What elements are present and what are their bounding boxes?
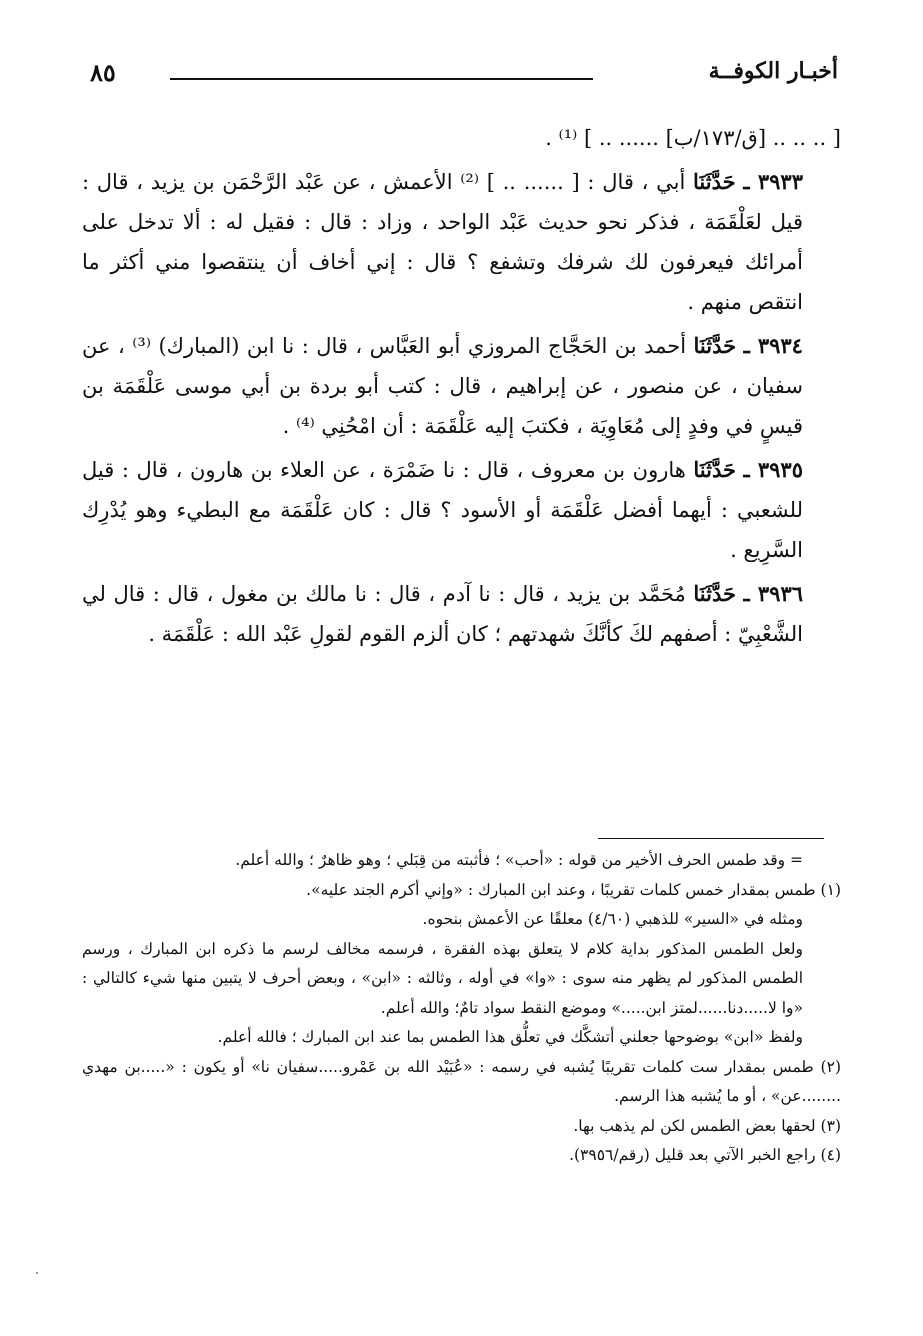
footnote-1-note: ومثله في «السير» للذهبي (٤/٦٠) معلقًا عن الأعمش بنحوه. [422, 910, 803, 928]
hadith-transmission-verb: حَدَّثَنَا [693, 457, 736, 482]
hadith-paragraph [82, 450, 841, 570]
header-rule [170, 78, 593, 80]
hadith-number: ٣٩٣٥ ـ [743, 457, 803, 482]
running-title: أخبـار الكوفــة [708, 58, 838, 84]
footnote-separator [598, 838, 824, 839]
footnote-1-note: ولعل الطمس المذكور بداية كلام لا يتعلق بهذه الفقرة ، فرسمه مخالف لرسم ما ذكره ابن المبارك ، ورسم الطمس المذكور لم يظهر منه سوى : «وا» في أوله ، وثالثه : «ابن» ، وبعض أحرف لا يتبين منها شيء كالتالي : «وا لا.....دنا......لمتز ابن.....» وموضع النقط سواد تامٌ؛ والله أعلم. [82, 939, 803, 1017]
lacuna-line: [ .. .. .. [ق/١٧٣/ب] ...... .. ] ⁽¹⁾ . [545, 126, 841, 150]
footnotes [82, 846, 841, 1171]
hadith-paragraph [82, 574, 841, 654]
hadith-paragraph [82, 162, 841, 322]
hadith-transmission-verb: حَدَّثَنَا [693, 581, 736, 606]
main-text [82, 118, 841, 658]
hadith-transmission-verb: حَدَّثَنَا [693, 333, 737, 358]
footnote-continuation: = وقد طمس الحرف الأخير من قوله : «أحب» ؛ فأثبته من قِبَلي ؛ وهو ظاهرٌ ؛ والله أعلم. [235, 851, 803, 869]
hadith-number: ٣٩٣٣ ـ [743, 169, 803, 194]
hadith-paragraph [82, 326, 841, 446]
footnote-3: (٣) لحقها بعض الطمس لكن لم يذهب بها. [573, 1116, 841, 1135]
page-number: ٨٥ [90, 58, 116, 87]
hadith-text: أبي ، قال : [ ...... .. ] ⁽²⁾ الأعمش ، عن عَبْد الرَّحْمَن بن يزيد ، قال : قيل لعَلْقَمَة ، فذكر نحو حديث عَبْد الواحد ، وزاد : قال : فقيل له : ألا تدخل على أمرائك فيعرفون لك شرفك وتشفع ؟ قال : إني أخاف أن ينتقصوا مني أكثر ما انتقص منهم . [82, 170, 803, 314]
page-header [90, 58, 838, 94]
scan-speck [36, 1272, 38, 1274]
hadith-number: ٣٩٣٦ ـ [743, 581, 804, 606]
footnote-1: (١) طمس بمقدار خمس كلمات تقريبًا ، وعند ابن المبارك : «وإني أكرم الجند عليه». [306, 880, 841, 899]
hadith-number: ٣٩٣٤ ـ [743, 333, 803, 358]
footnote-2: (٢) طمس بمقدار ست كلمات تقريبًا يُشبه في رسمه : «عُبَيْد الله بن عَمْرو.....سفيان نا» أو يكون : «.....بن مهدي ........عن» ، أو ما يُشبه هذا الرسم. [82, 1057, 841, 1105]
hadith-transmission-verb: حَدَّثَنَا [693, 169, 736, 194]
footnote-1-note: ولفظ «ابن» بوضوحها جعلني أتشكَّك في تعلُّق هذا الطمس بما عند ابن المبارك ؛ فالله أعلم. [217, 1028, 803, 1046]
hadith-text: أحمد بن الحَجَّاج المروزي أبو العَبَّاس ، قال : نا ابن (المبارك) ⁽³⁾ ، عن سفيان ، عن منصور ، عن إبراهيم ، قال : كتب أبو بردة بن أبي موسى عَلْقَمَة بن قيسٍ في وفدٍ إلى مُعَاوِيَة ، فكتبَ إليه عَلْقَمَة : أن امْحُنِي ⁽⁴⁾ . [82, 334, 803, 438]
hadith-text: هارون بن معروف ، قال : نا ضَمْرَة ، عن العلاء بن هارون ، قال : قيل للشعبي : أيهما أفضل عَلْقَمَة أو الأسود ؟ قال : كان عَلْقَمَة مع البطيء وهو يُدْرِك السَّرِيع . [82, 458, 803, 562]
hadith-text: مُحَمَّد بن يزيد ، قال : نا آدم ، قال : نا مالك بن مغول ، قال : قال لي الشَّعْبِيّ : أصفهم لكَ كأنَّكَ شهدتهم ؛ كان ألزم القوم لقولِ عَبْد الله : عَلْقَمَة . [82, 582, 803, 646]
footnote-4: (٤) راجع الخبر الآتي بعد قليل (رقم/٣٩٥٦). [569, 1146, 841, 1164]
